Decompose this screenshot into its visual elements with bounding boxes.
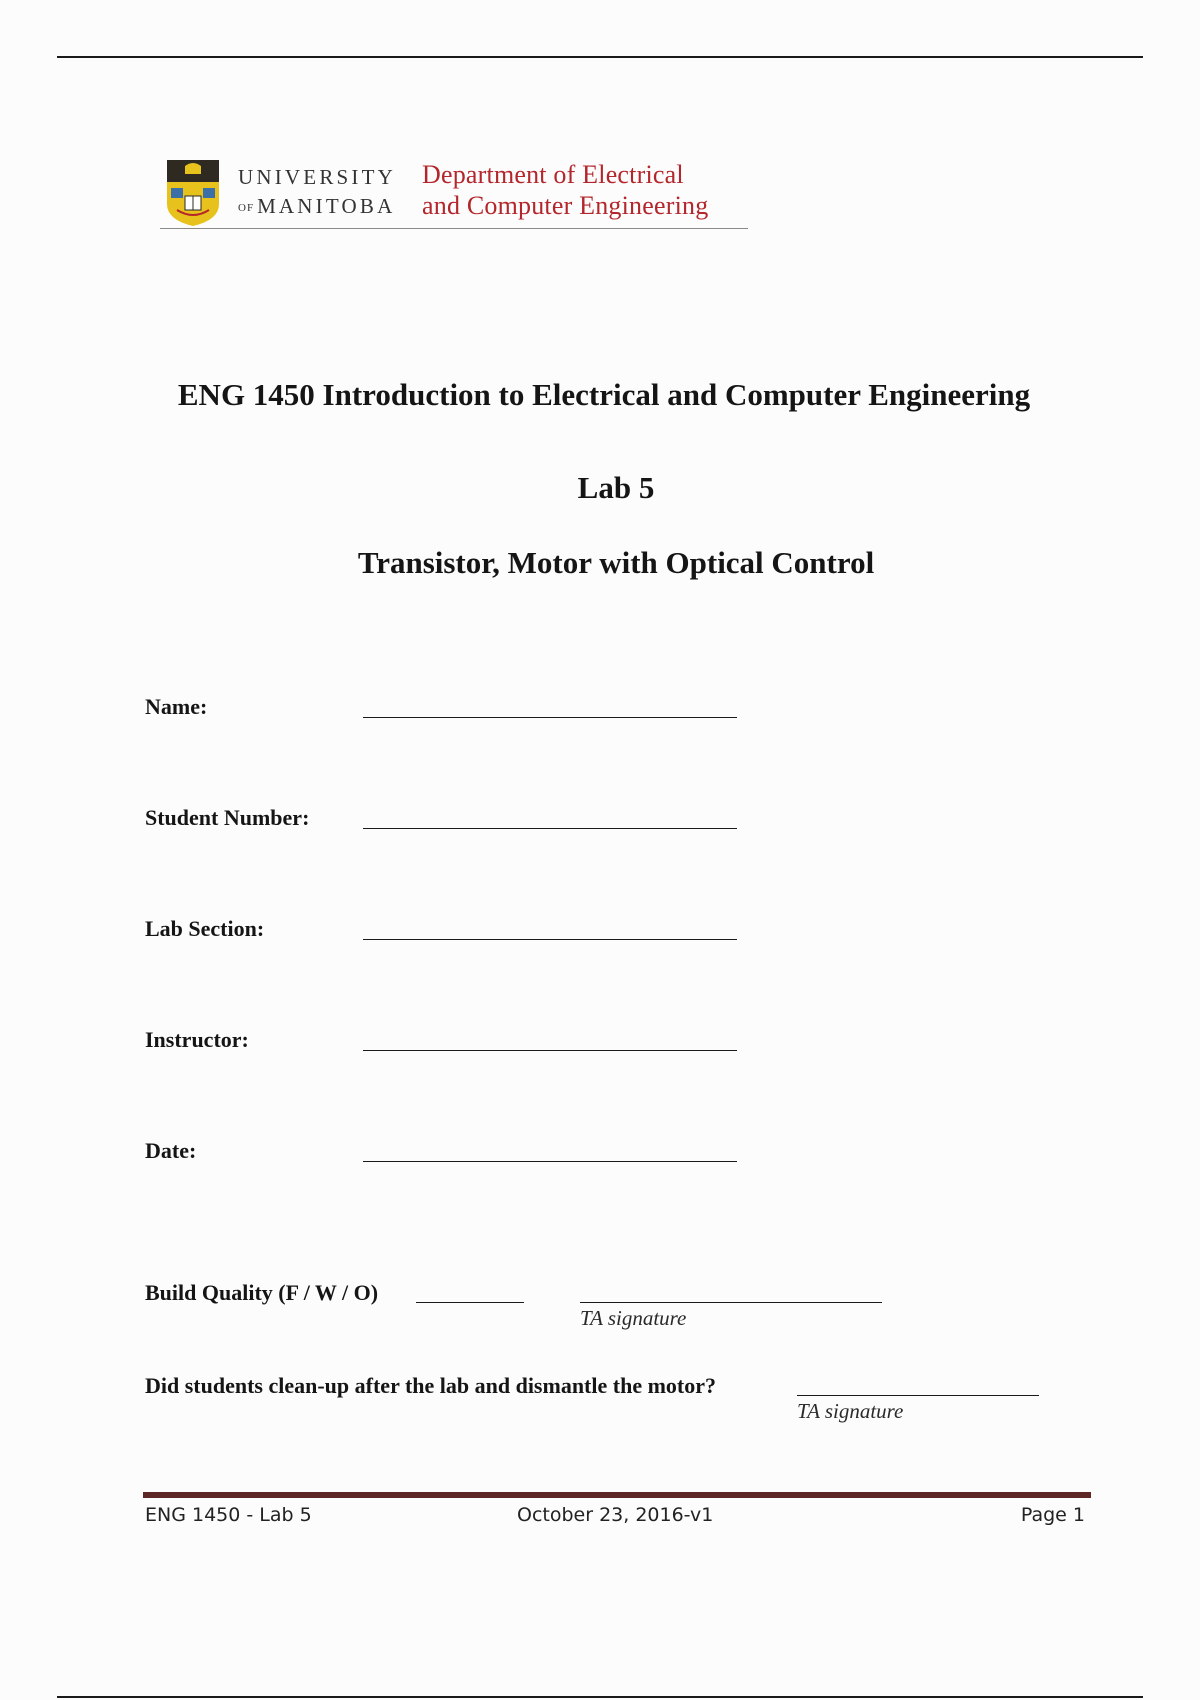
bottom-border-rule <box>57 1696 1143 1698</box>
university-wordmark <box>238 167 396 217</box>
crest-icon <box>167 160 219 226</box>
department-line2: and Computer Engineering <box>422 191 709 220</box>
lab-section-field[interactable] <box>363 939 737 940</box>
build-quality-signature-caption: TA signature <box>580 1306 687 1330</box>
build-quality-field[interactable] <box>416 1302 524 1303</box>
student-number-label: Student Number: <box>145 805 310 830</box>
build-quality-signature-line[interactable] <box>580 1302 882 1303</box>
course-title: ENG 1450 Introduction to Electrical and Computer Engineering <box>177 377 1031 412</box>
date-field[interactable] <box>363 1161 737 1162</box>
cleanup-signature-line[interactable] <box>797 1395 1039 1396</box>
name-label: Name: <box>145 694 208 719</box>
university-line2-row <box>238 196 396 217</box>
build-quality-label: Build Quality (F / W / O) <box>145 1280 379 1305</box>
footer-page-number: Page 1 <box>1020 1504 1085 1526</box>
date-label: Date: <box>145 1138 197 1163</box>
top-border-rule <box>57 56 1143 58</box>
department-line1: Department of Electrical <box>422 160 684 189</box>
lab-number: Lab 5 <box>577 470 655 505</box>
logo-underline <box>160 228 748 229</box>
footer-date: October 23, 2016-v1 <box>517 1504 714 1526</box>
cleanup-signature-caption: TA signature <box>797 1399 904 1423</box>
department-name <box>422 159 708 221</box>
instructor-field[interactable] <box>363 1050 737 1051</box>
lab-title: Transistor, Motor with Optical Control <box>357 545 875 580</box>
university-logo <box>160 155 748 231</box>
university-line1: UNIVERSITY <box>238 165 396 189</box>
cleanup-question: Did students clean-up after the lab and dismantle the motor? <box>145 1373 717 1398</box>
instructor-label: Instructor: <box>145 1027 249 1052</box>
lab-section-label: Lab Section: <box>145 916 265 941</box>
footer-rule <box>143 1492 1091 1498</box>
name-field[interactable] <box>363 717 737 718</box>
footer-left: ENG 1450 - Lab 5 <box>145 1504 312 1526</box>
student-number-field[interactable] <box>363 828 737 829</box>
university-line2: MANITOBA <box>257 194 396 218</box>
university-of: OF <box>238 202 255 214</box>
